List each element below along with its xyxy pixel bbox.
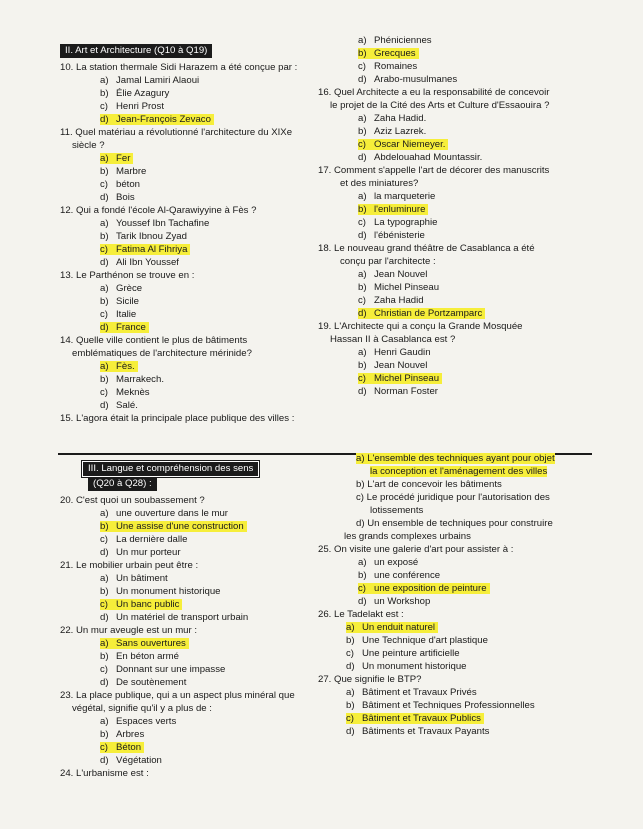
q22-option-b[interactable]: b) En béton armé bbox=[100, 651, 179, 662]
question-19-text: 19. L'Architecte qui a conçu la Grande Mosquée bbox=[318, 321, 523, 332]
q13-option-a[interactable]: a) Grèce bbox=[100, 283, 143, 294]
section-3-title: III. Langue et compréhension des sens (Q20 à Q28) : bbox=[82, 461, 322, 494]
question-23-text: 23. La place publique, qui a un aspect plus minéral que bbox=[60, 690, 295, 701]
q13-option-b[interactable]: b) Sicile bbox=[100, 296, 139, 307]
question-15-options bbox=[318, 34, 588, 86]
q22-option-c[interactable]: c) Donnant sur une impasse bbox=[100, 664, 226, 675]
question-23-text-cont: végétal, signifie qu'il y a plus de : bbox=[72, 703, 212, 714]
question-16-text-cont: le projet de la Cité des Arts et Culture d'Essaouira ? bbox=[330, 100, 550, 111]
q18-option-d[interactable]: d) Christian de Portzamparc bbox=[318, 307, 588, 320]
question-18-text-cont: conçu par l'architecte : bbox=[340, 256, 436, 267]
q20-option-a[interactable]: a) une ouverture dans le mur bbox=[100, 508, 228, 519]
q17-option-c[interactable]: c) La typographie bbox=[358, 217, 438, 228]
q12-option-a[interactable]: a) Youssef Ibn Tachafine bbox=[100, 218, 210, 229]
section-2-title: II. Art et Architecture (Q10 à Q19) bbox=[60, 44, 212, 58]
question-17-text-cont: et des miniatures? bbox=[340, 178, 419, 189]
q21-option-c[interactable]: c) Un banc public bbox=[60, 598, 322, 611]
q12-option-c[interactable]: c) Fatima Al Fihriya bbox=[60, 243, 322, 256]
question-24-options bbox=[318, 452, 588, 543]
q12-option-b[interactable]: b) Tarik Ibnou Zyad bbox=[100, 231, 187, 242]
q21-option-d[interactable]: d) Un matériel de transport urbain bbox=[100, 612, 249, 623]
q12-option-d[interactable]: d) Ali Ibn Youssef bbox=[100, 257, 179, 268]
q14-option-a[interactable]: a) Fès. bbox=[60, 360, 322, 373]
q24-option-a-cont: la conception et l'aménagement des villes bbox=[370, 466, 548, 477]
left-column-bottom bbox=[60, 461, 322, 780]
question-12-text: 12. Qui a fondé l'école Al-Qarawiyyine à Fès ? bbox=[60, 205, 257, 216]
q20-option-c[interactable]: c) La dernière dalle bbox=[100, 534, 188, 545]
q23-option-a[interactable]: a) Espaces verts bbox=[100, 716, 177, 727]
q18-option-b[interactable]: b) Michel Pinseau bbox=[358, 282, 440, 293]
q26-option-c[interactable]: c) Une peinture artificielle bbox=[346, 648, 460, 659]
q23-option-b[interactable]: b) Arbres bbox=[100, 729, 145, 740]
q14-option-c[interactable]: c) Meknès bbox=[100, 387, 150, 398]
q17-option-d[interactable]: d) l'ébénisterie bbox=[358, 230, 425, 241]
q18-option-a[interactable]: a) Jean Nouvel bbox=[358, 269, 428, 280]
q19-option-a[interactable]: a) Henri Gaudin bbox=[358, 347, 431, 358]
question-13 bbox=[60, 269, 322, 334]
right-column-bottom bbox=[318, 452, 588, 738]
question-23 bbox=[60, 689, 322, 767]
question-25 bbox=[318, 543, 588, 608]
question-26 bbox=[318, 608, 588, 673]
q25-option-a[interactable]: a) un exposé bbox=[358, 557, 419, 568]
question-25-text: 25. On visite une galerie d'art pour assister à : bbox=[318, 544, 514, 555]
q15-option-d[interactable]: d) Arabo-musulmanes bbox=[358, 74, 458, 85]
q11-option-b[interactable]: b) Marbre bbox=[100, 166, 147, 177]
q26-option-d[interactable]: d) Un monument historique bbox=[346, 661, 467, 672]
q13-option-c[interactable]: c) Italie bbox=[100, 309, 137, 320]
q10-option-d[interactable]: d) Jean-François Zevaco bbox=[60, 113, 322, 126]
question-16 bbox=[318, 86, 588, 164]
q24-option-c[interactable]: c) Le procédé juridique pour l'autorisation des bbox=[356, 492, 550, 503]
question-19 bbox=[318, 320, 588, 398]
question-26-text: 26. Le Tadelakt est : bbox=[318, 609, 404, 620]
left-column-top bbox=[60, 44, 322, 425]
q23-option-d[interactable]: d) Végétation bbox=[100, 755, 162, 766]
q24-option-d-cont: les grands complexes urbains bbox=[344, 531, 471, 542]
q14-option-b[interactable]: b) Marrakech. bbox=[100, 374, 164, 385]
q17-option-b[interactable]: b) l'enluminure bbox=[318, 203, 588, 216]
q11-option-a[interactable]: a) Fer bbox=[60, 152, 322, 165]
question-11-text-cont: siècle ? bbox=[72, 140, 105, 151]
q23-option-c[interactable]: c) Béton bbox=[60, 741, 322, 754]
q15-option-c[interactable]: c) Romaines bbox=[358, 61, 418, 72]
q27-option-b[interactable]: b) Bâtiment et Techniques Professionnelles bbox=[346, 700, 535, 711]
question-15-text: 15. L'agora était la principale place publique des villes : bbox=[60, 413, 295, 424]
q21-option-a[interactable]: a) Un bâtiment bbox=[100, 573, 168, 584]
q27-option-c[interactable]: c) Bâtiment et Travaux Publics bbox=[318, 712, 588, 725]
q27-option-a[interactable]: a) Bâtiment et Travaux Privés bbox=[346, 687, 477, 698]
q11-option-c[interactable]: c) béton bbox=[100, 179, 141, 190]
q19-option-c[interactable]: c) Michel Pinseau bbox=[318, 372, 588, 385]
q19-option-d[interactable]: d) Norman Foster bbox=[358, 386, 438, 397]
question-22-text: 22. Un mur aveugle est un mur : bbox=[60, 625, 198, 636]
q24-option-c-cont: lotissements bbox=[370, 505, 424, 516]
q15-option-a[interactable]: a) Phéniciennes bbox=[358, 35, 432, 46]
question-15 bbox=[60, 412, 322, 425]
q22-option-a[interactable]: a) Sans ouvertures bbox=[60, 637, 322, 650]
question-20 bbox=[60, 494, 322, 559]
q11-option-d[interactable]: d) Bois bbox=[100, 192, 135, 203]
q18-option-c[interactable]: c) Zaha Hadid bbox=[358, 295, 424, 306]
q24-option-d[interactable]: d) Un ensemble de techniques pour construire bbox=[356, 518, 553, 529]
q10-option-b[interactable]: b) Élie Azagury bbox=[100, 88, 170, 99]
q15-option-b[interactable]: b) Grecques bbox=[318, 47, 588, 60]
q27-option-d[interactable]: d) Bâtiments et Travaux Payants bbox=[346, 726, 490, 737]
question-11 bbox=[60, 126, 322, 204]
q19-option-b[interactable]: b) Jean Nouvel bbox=[358, 360, 428, 371]
q17-option-a[interactable]: a) la marqueterie bbox=[358, 191, 436, 202]
question-11-text: 11. Quel matériau a révolutionné l'architecture du XIXe bbox=[60, 127, 293, 138]
question-13-text: 13. Le Parthénon se trouve en : bbox=[60, 270, 195, 281]
q14-option-d[interactable]: d) Salé. bbox=[100, 400, 138, 411]
question-16-text: 16. Quel Architecte a eu la responsabilité de concevoir bbox=[318, 87, 550, 98]
q13-option-d[interactable]: d) France bbox=[60, 321, 322, 334]
q25-option-b[interactable]: b) une conférence bbox=[358, 570, 441, 581]
question-24-text: 24. L'urbanisme est : bbox=[60, 768, 149, 779]
q26-option-b[interactable]: b) Une Technique d'art plastique bbox=[346, 635, 488, 646]
question-17 bbox=[318, 164, 588, 242]
q25-option-c[interactable]: c) une exposition de peinture bbox=[318, 582, 588, 595]
q22-option-d[interactable]: d) De soutènement bbox=[100, 677, 187, 688]
q25-option-d[interactable]: d) un Workshop bbox=[358, 596, 431, 607]
question-21 bbox=[60, 559, 322, 624]
q16-option-b[interactable]: b) Aziz Lazrek. bbox=[358, 126, 427, 137]
question-10 bbox=[60, 61, 322, 126]
question-18 bbox=[318, 242, 588, 320]
right-column-top bbox=[318, 34, 588, 398]
q20-option-d[interactable]: d) Un mur porteur bbox=[100, 547, 181, 558]
q20-option-b[interactable]: b) Une assise d'une construction bbox=[60, 520, 322, 533]
q16-option-a[interactable]: a) Zaha Hadid. bbox=[358, 113, 427, 124]
q24-option-a[interactable]: a) L'ensemble des techniques ayant pour objet bbox=[356, 453, 555, 464]
q16-option-d[interactable]: d) Abdelouahad Mountassir. bbox=[358, 152, 483, 163]
question-14 bbox=[60, 334, 322, 412]
question-22 bbox=[60, 624, 322, 689]
q26-option-a[interactable]: a) Un enduit naturel bbox=[318, 621, 588, 634]
question-21-text: 21. Le mobilier urbain peut être : bbox=[60, 560, 199, 571]
question-10-text: 10. La station thermale Sidi Harazem a été conçue par : bbox=[60, 62, 298, 73]
question-20-text: 20. C'est quoi un soubassement ? bbox=[60, 495, 205, 506]
question-12 bbox=[60, 204, 322, 269]
question-18-text: 18. Le nouveau grand théâtre de Casablanca a été bbox=[318, 243, 535, 254]
question-27-text: 27. Que signifie le BTP? bbox=[318, 674, 422, 685]
q10-option-a[interactable]: a) Jamal Lamiri Alaoui bbox=[100, 75, 200, 86]
q21-option-b[interactable]: b) Un monument historique bbox=[100, 586, 221, 597]
question-14-text: 14. Quelle ville contient le plus de bâtiments bbox=[60, 335, 248, 346]
question-17-text: 17. Comment s'appelle l'art de décorer des manuscrits bbox=[318, 165, 550, 176]
question-27 bbox=[318, 673, 588, 738]
question-24 bbox=[60, 767, 322, 780]
question-14-text-cont: emblématiques de l'architecture mérinide? bbox=[72, 348, 252, 359]
question-19-text-cont: Hassan II à Casablanca est ? bbox=[330, 334, 456, 345]
q16-option-c[interactable]: c) Oscar Niemeyer. bbox=[318, 138, 588, 151]
q24-option-b[interactable]: b) L'art de concevoir les bâtiments bbox=[356, 479, 502, 490]
q10-option-c[interactable]: c) Henri Prost bbox=[100, 101, 164, 112]
